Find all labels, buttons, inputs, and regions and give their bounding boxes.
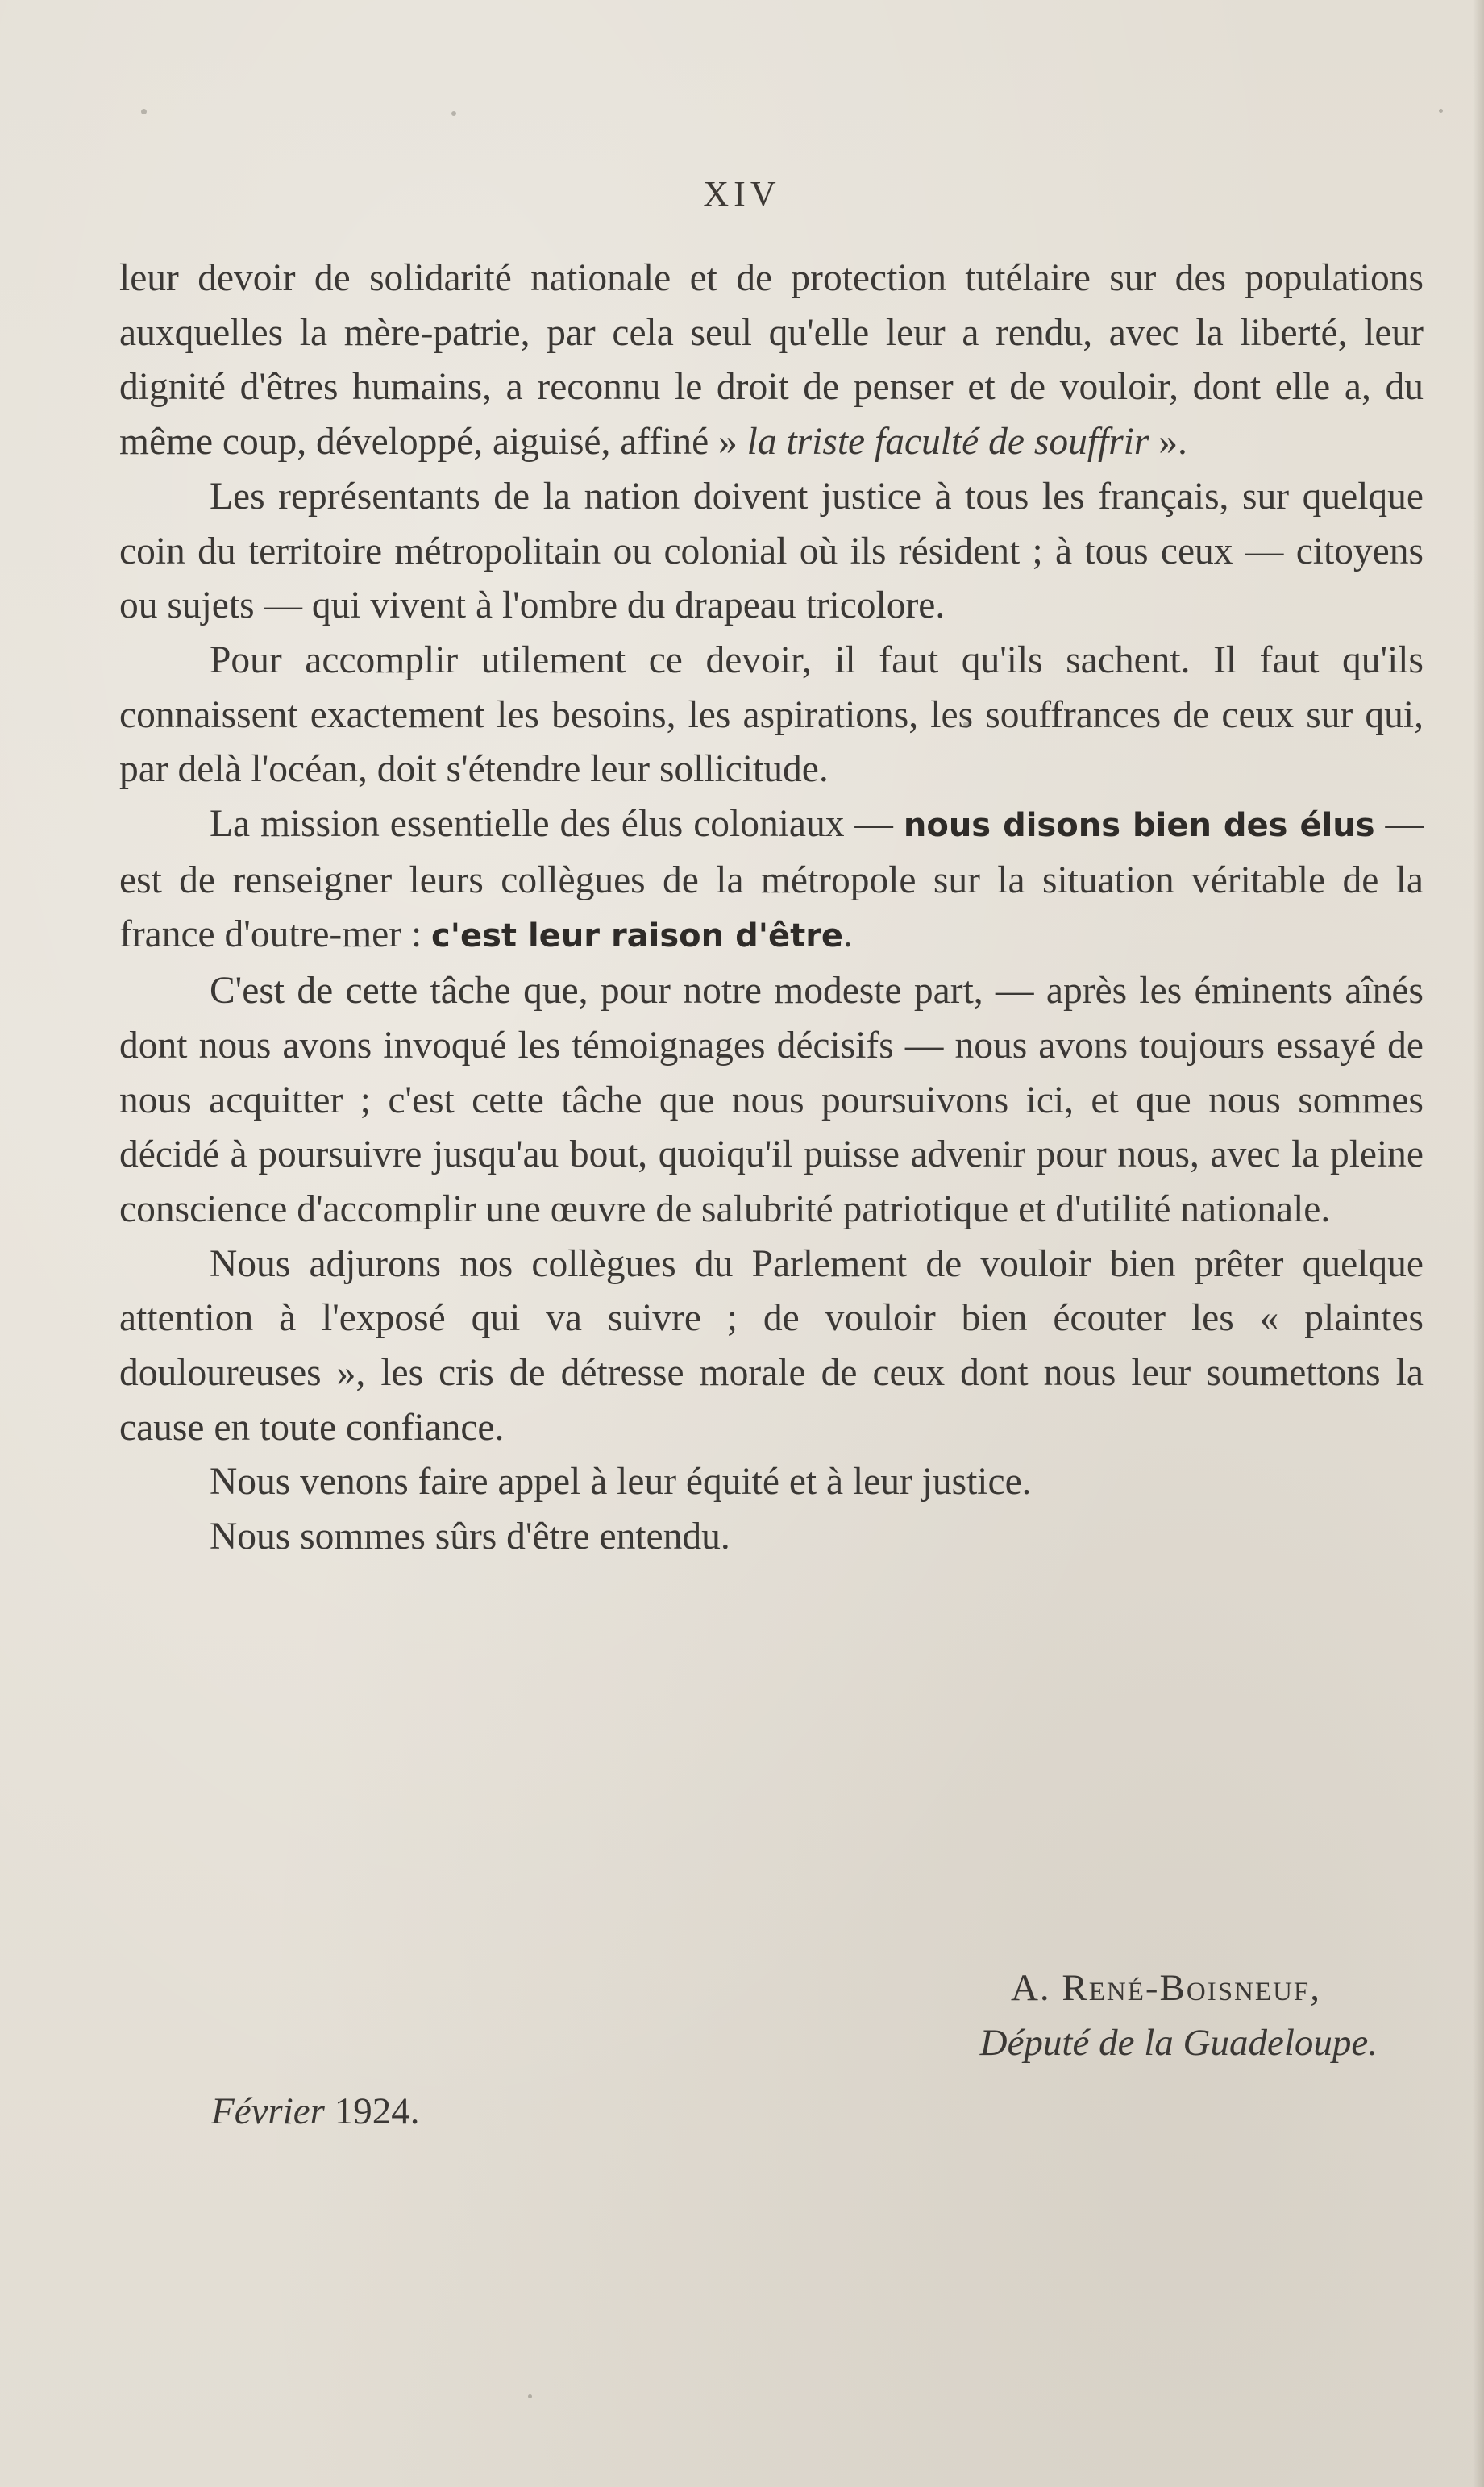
page-folio: XIV	[703, 174, 781, 214]
paper-speck	[141, 109, 147, 114]
paper-speck	[528, 2394, 532, 2398]
paper-speck	[1439, 109, 1443, 113]
paragraph	[119, 252, 1424, 470]
italic-quote: la triste faculté de souffrir	[746, 421, 1149, 464]
paper-speck	[963, 722, 970, 728]
text-run: leur devoir de solidarité nationale et de protection tutélaire sur des populations auxquelles la mère-patrie, par cela seul qu'elle leur a rendu, avec la liberté, leur dignité d'êtres humains, a reconnu le droit de penser et de vouloir, dont elle a, du même coup, développé, aiguisé, affiné »	[119, 257, 1424, 464]
date-line	[211, 2090, 419, 2133]
author-surname: René-Boisneuf,	[1062, 1967, 1321, 2009]
text-run: Nous adjurons nos collègues du Parlement de vouloir bien prêter quelque attention à l'exposé qui va suivre ; de vouloir bien écouter les « plaintes douloureuses », les cris de détresse morale de ceux dont nous leur soumettons la cause en toute confiance.	[119, 1242, 1424, 1449]
paragraph	[119, 1510, 1424, 1565]
date-month: Février	[211, 2090, 325, 2132]
text-run: Nous sommes sûrs d'être entendu.	[210, 1516, 730, 1558]
paragraph	[119, 1237, 1424, 1456]
date-year: 1924.	[334, 2090, 420, 2132]
paragraph	[119, 964, 1424, 1237]
text-run: Nous venons faire appel à leur équité et à leur justice.	[210, 1461, 1032, 1503]
body-text	[119, 252, 1424, 1565]
paragraph	[119, 797, 1424, 964]
text-run: — est de renseigner leurs collègues de la métropole sur la situation véritable de la france d'outre-mer :	[119, 803, 1424, 956]
signature-block	[572, 1961, 1378, 2070]
paper-speck	[451, 111, 456, 116]
author-name	[572, 1961, 1378, 2015]
text-run: .	[843, 913, 853, 956]
emphasized-text: nous disons bien des élus	[903, 807, 1375, 845]
paragraph	[119, 1455, 1424, 1510]
page-edge-shadow	[1473, 0, 1484, 2487]
author-initial: A.	[1010, 1967, 1062, 2009]
emphasized-text: c'est leur raison d'être	[431, 917, 844, 955]
text-run: Pour accomplir utilement ce devoir, il faut qu'ils sachent. Il faut qu'ils connaissent exactement les besoins, les aspirations, les souffrances de ceux sur qui, par delà l'océan, doit s'étendre leur sollicitude.	[119, 638, 1424, 791]
text-run: La mission essentielle des élus coloniaux —	[210, 803, 904, 846]
paragraph	[119, 470, 1424, 634]
text-run: Les représentants de la nation doivent justice à tous les français, sur quelque coin du territoire métropolitain ou colonial où ils résident ; à tous ceux — citoyens ou sujets — qui vivent à l'ombre du drapeau tricolore.	[119, 475, 1424, 627]
text-run: ».	[1149, 421, 1187, 464]
paragraph	[119, 634, 1424, 797]
author-title: Député de la Guadeloupe.	[979, 2022, 1378, 2064]
text-run: C'est de cette tâche que, pour notre modeste part, — après les éminents aînés dont nous avons invoqué les témoignages décisifs — nous avons toujours essayé de nous acquitter ; c'est cette tâche que nous poursuivons ici, et que nous sommes décidé à poursuivre jusqu'au bout, quoiqu'il puisse advenir pour nous, avec la pleine conscience d'accomplir une œuvre de salubrité patriotique et d'utilité nationale.	[119, 970, 1424, 1230]
